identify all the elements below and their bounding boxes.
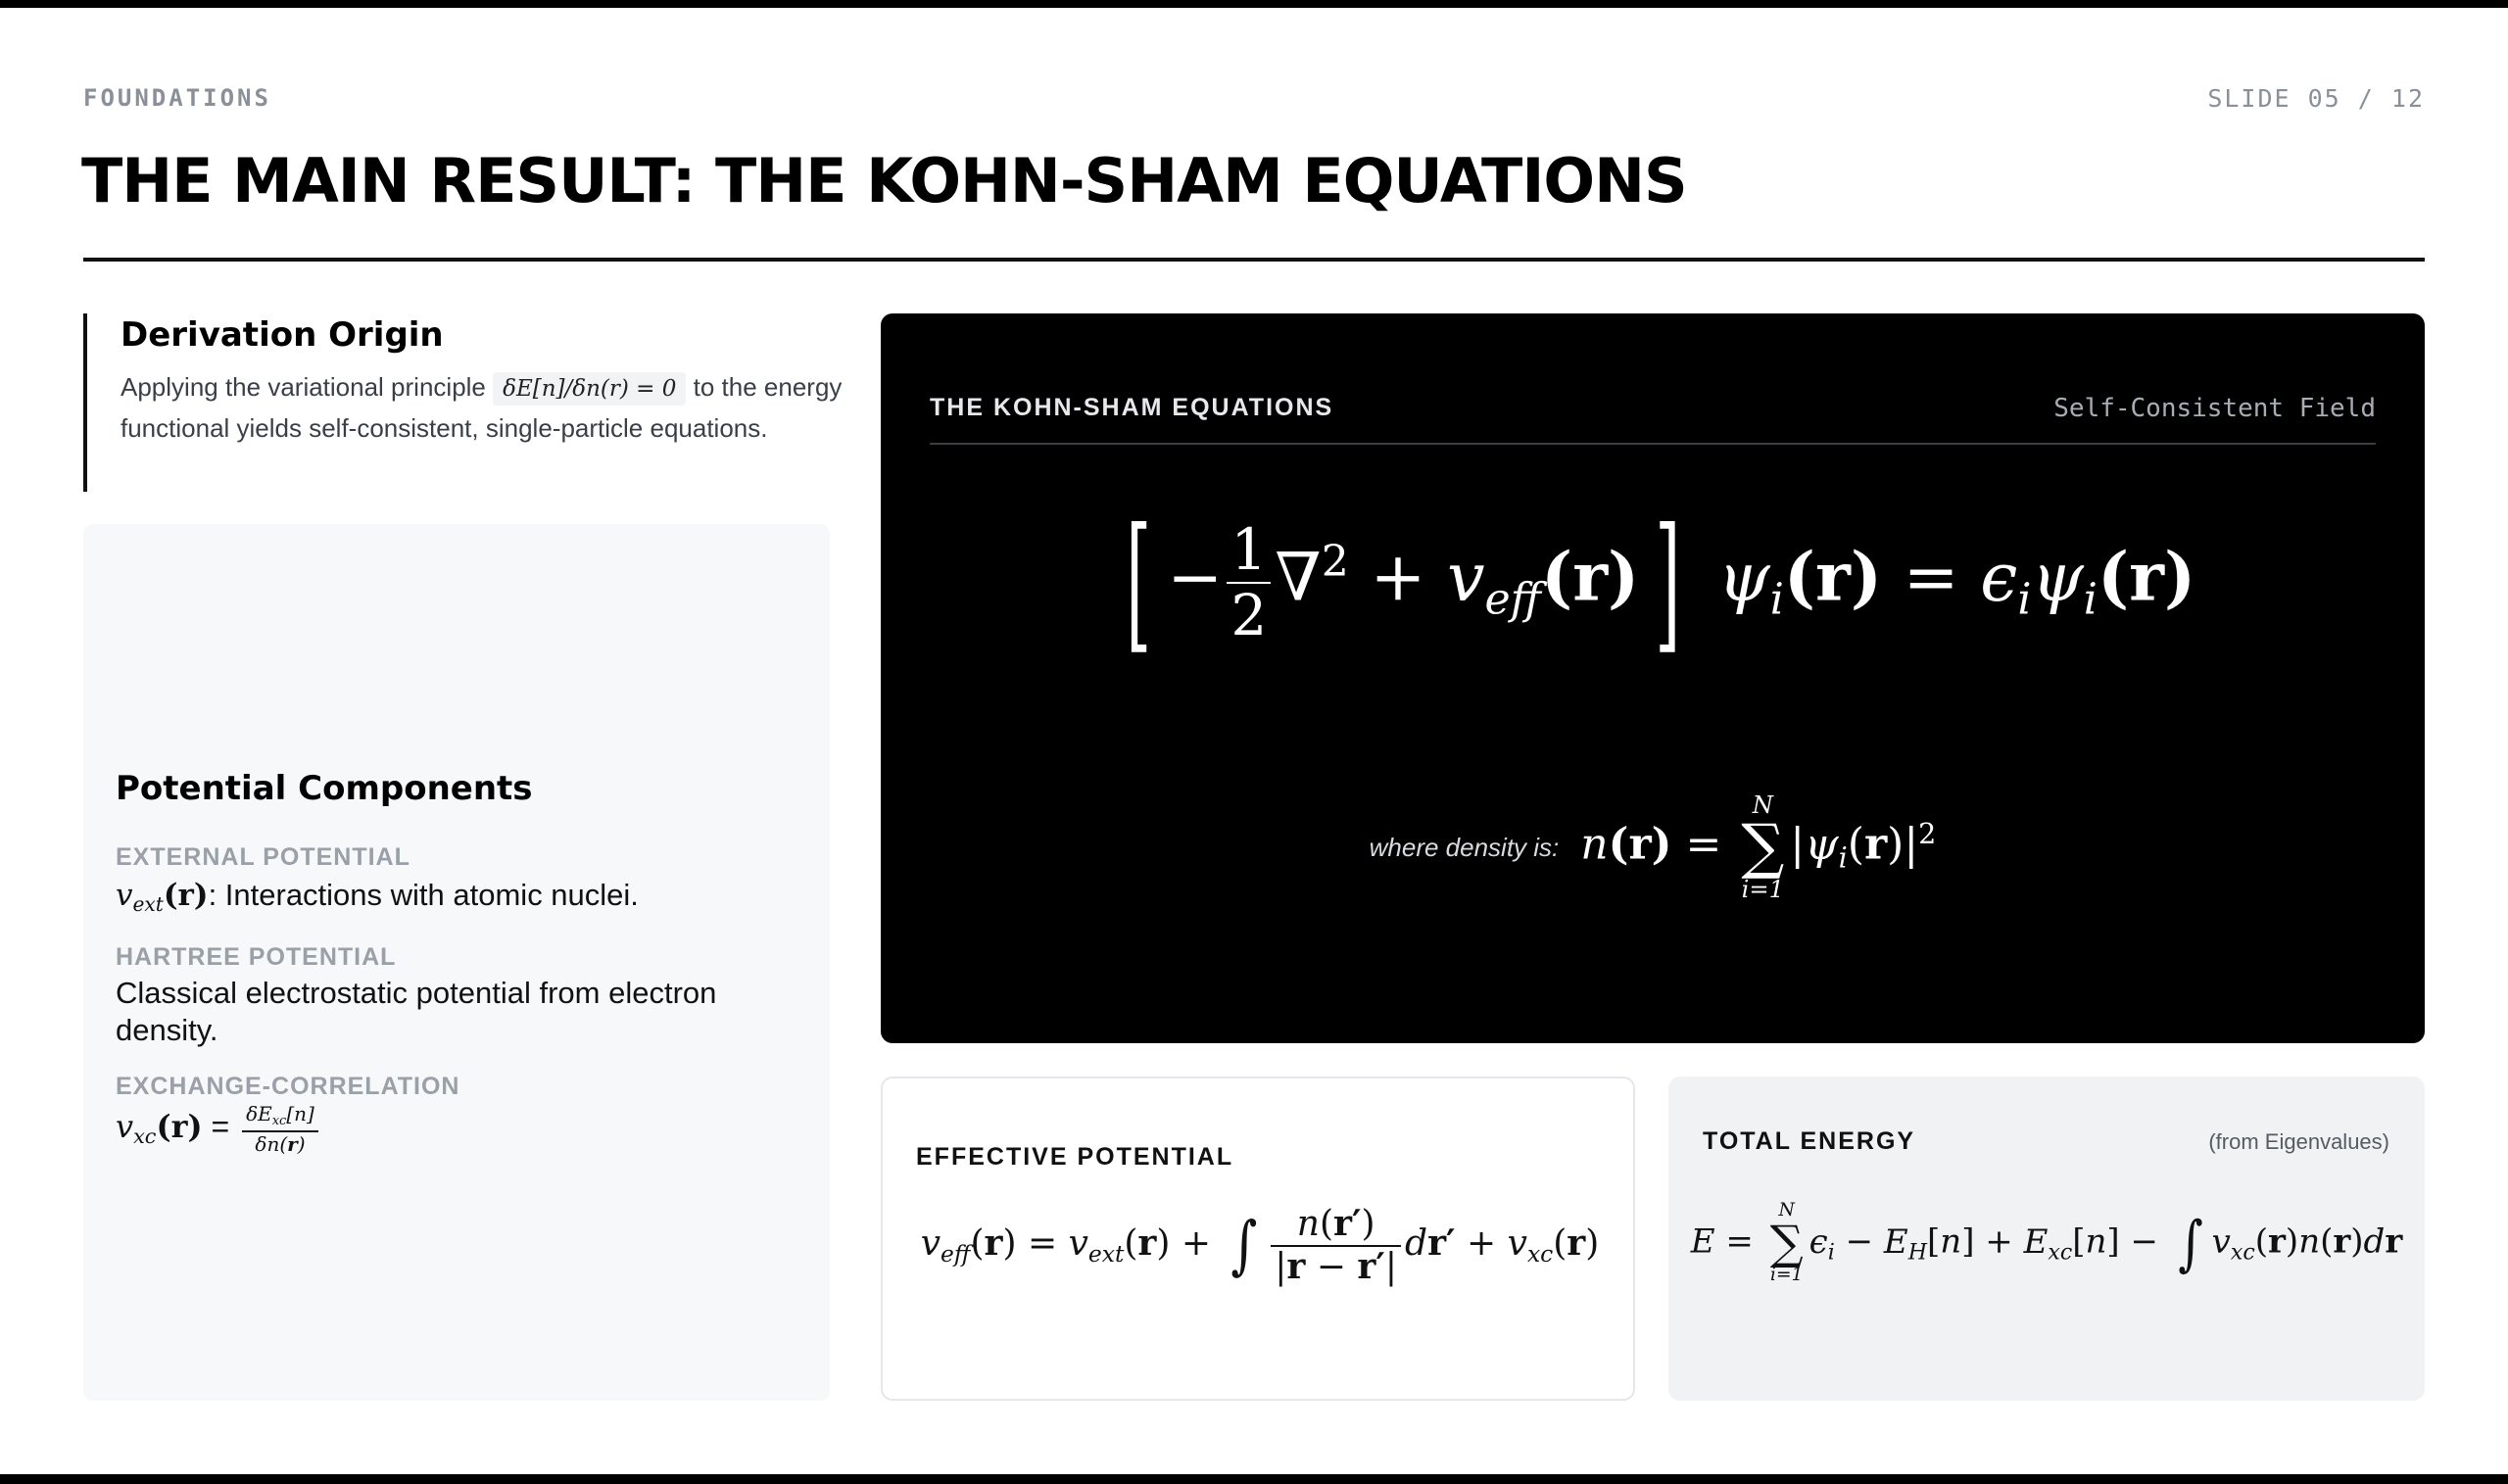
derivation-text-after: to the energy functional yields self-consistent, single-particle equations. bbox=[121, 372, 843, 443]
components-heading: Potential Components bbox=[116, 769, 533, 808]
effective-potential-card bbox=[881, 1077, 1635, 1401]
top-border bbox=[0, 0, 2508, 8]
ks-divider bbox=[930, 443, 2376, 445]
potential-components-panel bbox=[83, 524, 830, 1401]
ks-tag: Self-Consistent Field bbox=[2053, 394, 2376, 423]
kohn-sham-equation: [ − $\frac{1}{2}$ $\nabla^2 + v_{eff}(r)$ ] $\psi_i(r) = \epsilon_i\psi_i(r)$ bbox=[1125, 498, 2196, 668]
slide-title: THE MAIN RESULT: THE KOHN-SHAM EQUATIONS bbox=[81, 145, 1687, 216]
v-ext-formula: $v_{ext}$ bbox=[116, 878, 164, 917]
external-potential-desc: : Interactions with atomic nuclei. bbox=[208, 878, 639, 912]
ks-heading: THE KOHN-SHAM EQUATIONS bbox=[930, 394, 1334, 421]
title-divider bbox=[83, 258, 2425, 262]
derivation-origin bbox=[83, 313, 843, 492]
hartree-potential-text: Classical electrostatic potential from electron density. bbox=[116, 976, 717, 1047]
variational-formula: δE[n]/δn(r) = 0 bbox=[493, 372, 686, 406]
derivation-text-before: Applying the variational principle bbox=[121, 372, 486, 402]
section-kicker: FOUNDATIONS bbox=[83, 84, 271, 112]
total-heading: TOTAL ENERGY bbox=[1703, 1127, 1916, 1155]
bottom-border bbox=[0, 1474, 2508, 1484]
total-energy-equation: E = N ∑ i=1 $\epsilon_i - E_H[n] + E_{xc}[n]$ − ∫ $v_{xc}(r)n(r)dr$ bbox=[1690, 1200, 2403, 1286]
slide-number: SLIDE 05 / 12 bbox=[2207, 84, 2425, 113]
density-equation: where density is: n(r) = N ∑ i=1 $|\psi_i(r)|^2$ bbox=[1369, 791, 1937, 903]
derivation-text bbox=[121, 366, 845, 449]
total-note: (from Eigenvalues) bbox=[2208, 1129, 2389, 1154]
external-potential-text: $v_{ext}(r)$: Interactions with atomic nuclei. bbox=[116, 878, 639, 917]
external-potential-label: EXTERNAL POTENTIAL bbox=[116, 843, 410, 871]
density-prefix: where density is: bbox=[1369, 832, 1560, 862]
hartree-potential-label: HARTREE POTENTIAL bbox=[116, 943, 397, 971]
total-energy-card bbox=[1668, 1077, 2425, 1401]
derivation-heading: Derivation Origin bbox=[121, 315, 444, 355]
effective-heading: EFFECTIVE POTENTIAL bbox=[916, 1143, 1234, 1171]
xc-formula: $v_{xc}(r)$ = $\frac{\delta E_{xc}[n]}{\delta n(r)}$ bbox=[116, 1104, 801, 1155]
kohn-sham-panel bbox=[881, 313, 2425, 1043]
effective-potential-equation: $v_{eff}(r) = v_{ext}(r)$ + ∫ $\frac{n(r')}{|r - r'|}$ $dr' + v_{xc}(r)$ bbox=[920, 1203, 1600, 1287]
xc-label: EXCHANGE-CORRELATION bbox=[116, 1073, 460, 1100]
